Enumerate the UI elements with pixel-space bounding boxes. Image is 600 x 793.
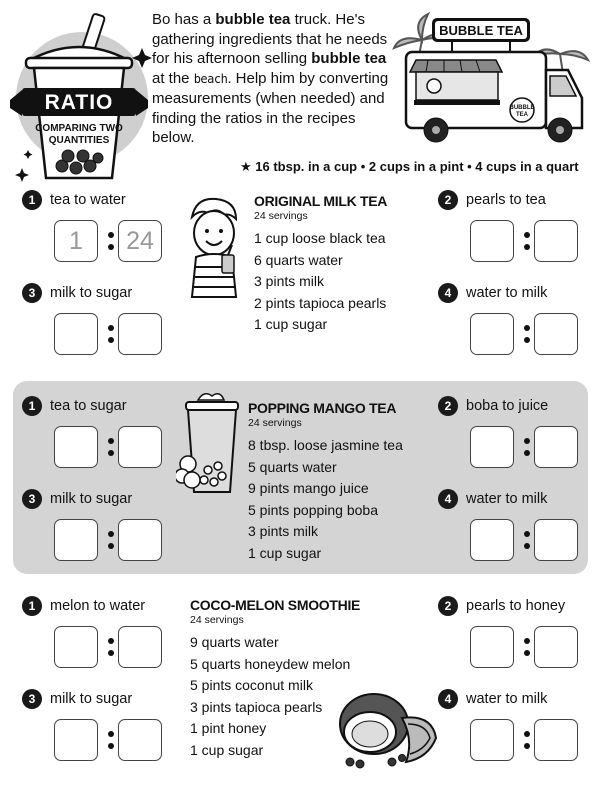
question-number-badge: 2: [438, 396, 458, 416]
question-number-badge: 2: [438, 596, 458, 616]
ratio-question: [22, 396, 182, 476]
intro-part-1: Bo has a: [152, 11, 216, 28]
ratio-colon: [108, 729, 114, 751]
ratio-question: [22, 190, 182, 270]
ratio-colon: [524, 323, 530, 345]
ingredient-item: 3 pints milk: [254, 273, 325, 289]
ingredient-item: 1 cup sugar: [248, 544, 322, 561]
ingredient-item: 2 pints tapioca pearls: [254, 294, 387, 311]
bubble-tea-truck-illustration: [392, 10, 590, 150]
question-number-badge: 3: [22, 689, 42, 709]
answer-box-first[interactable]: [54, 626, 98, 668]
answer-box-first[interactable]: [470, 313, 514, 355]
ratio-colon: [524, 436, 530, 458]
intro-beach-word: beach: [193, 71, 228, 86]
ratio-colon: [524, 636, 530, 658]
question-label: boba to juice: [466, 398, 549, 414]
ratio-colon: [108, 323, 114, 345]
ratio-colon: [524, 230, 530, 252]
recipe-servings: 24 servings: [254, 210, 308, 222]
answer-box-first[interactable]: [54, 519, 98, 561]
ingredient-item: 1 cup loose black tea: [254, 230, 386, 246]
answer-box-second[interactable]: [534, 313, 578, 355]
recipe-title: POPPING MANGO TEA: [248, 400, 397, 416]
ingredient-item: 6 quarts water: [254, 251, 343, 268]
logo-subtitle-1: COMPARING TWO: [35, 123, 123, 134]
question-label: milk to sugar: [50, 491, 133, 507]
recipe-servings: 24 servings: [248, 417, 302, 429]
answer-box-second[interactable]: [534, 626, 578, 668]
ingredient-item: 5 quarts honeydew melon: [190, 655, 351, 672]
question-number-badge: 1: [22, 190, 42, 210]
ratio-colon: [108, 636, 114, 658]
ratio-question: [22, 689, 182, 769]
answer-box-first[interactable]: 1: [54, 220, 98, 262]
boy-with-drink-illustration: [178, 195, 244, 305]
question-number-badge: 1: [22, 396, 42, 416]
ingredient-item: 1 cup sugar: [254, 316, 328, 332]
ratio-question: [438, 396, 598, 476]
intro-part-2: truck. He's gathering ingredients that he needs for his afternoon selling: [152, 11, 388, 67]
answer-box-second[interactable]: [118, 719, 162, 761]
truck-sign-text: BUBBLE TEA: [439, 23, 523, 38]
answer-box-second[interactable]: [118, 519, 162, 561]
conversion-facts: ★ 16 tbsp. in a cup • 2 cups in a pint • 4 cups in a quart: [240, 159, 579, 174]
ingredient-item: 9 quarts water: [190, 634, 279, 650]
answer-box-second[interactable]: [534, 426, 578, 468]
ratio-question: [438, 689, 598, 769]
ingredient-item: 3 pints tapioca pearls: [190, 698, 323, 715]
recipe-original-milk-tea: [254, 193, 387, 336]
question-label: tea to sugar: [50, 398, 127, 414]
question-label: pearls to tea: [466, 192, 546, 208]
ingredient-item: 5 pints popping boba: [248, 501, 378, 518]
answer-box-second[interactable]: 24: [118, 220, 162, 262]
ratio-colon: [524, 729, 530, 751]
answer-box-first[interactable]: [470, 519, 514, 561]
ingredient-item: 9 pints mango juice: [248, 480, 369, 496]
intro-text: [152, 10, 397, 148]
question-number-badge: 3: [22, 489, 42, 509]
ratio-logo-cup: [4, 8, 154, 183]
logo-title: RATIO: [44, 91, 114, 114]
answer-box-first[interactable]: [470, 220, 514, 262]
ingredient-item: 5 pints coconut milk: [190, 677, 313, 693]
question-label: tea to water: [50, 192, 126, 208]
question-number-badge: 4: [438, 283, 458, 303]
intro-bold-2: bubble tea: [311, 50, 387, 67]
question-number-badge: 2: [438, 190, 458, 210]
answer-box-first[interactable]: [54, 719, 98, 761]
recipe-popping-mango-tea: [248, 400, 403, 564]
answer-box-first[interactable]: [470, 426, 514, 468]
question-number-badge: 1: [22, 596, 42, 616]
ratio-question: [22, 283, 182, 363]
ratio-question: [22, 489, 182, 569]
ingredient-item: 3 pints milk: [248, 523, 319, 539]
ratio-question: [438, 596, 598, 676]
ingredient-item: 5 quarts water: [248, 458, 337, 475]
truck-side-label-2: TEA: [516, 112, 528, 118]
ingredient-list: [254, 228, 387, 336]
recipe-title: ORIGINAL MILK TEA: [254, 193, 388, 209]
ratio-colon: [524, 529, 530, 551]
question-label: milk to sugar: [50, 285, 133, 301]
answer-box-second[interactable]: [118, 626, 162, 668]
ratio-question: [22, 596, 182, 676]
truck-side-label-1: BUBBLE: [509, 105, 535, 111]
question-label: water to milk: [466, 491, 548, 507]
intro-part-4: . Help him by converting measurements (when needed) and finding the ratios in the recipes below.: [152, 69, 389, 146]
answer-box-second[interactable]: [118, 426, 162, 468]
ratio-colon: [108, 230, 114, 252]
intro-bold-1: bubble tea: [215, 11, 291, 28]
answer-box-second[interactable]: [534, 519, 578, 561]
recipe-title: COCO-MELON SMOOTHIE: [190, 597, 361, 613]
ratio-colon: [108, 436, 114, 458]
ingredient-item: 1 pint honey: [190, 720, 267, 736]
question-number-badge: 4: [438, 489, 458, 509]
ratio-colon: [108, 529, 114, 551]
ratio-question: [438, 283, 598, 363]
question-number-badge: 4: [438, 689, 458, 709]
answer-box-first[interactable]: [470, 626, 514, 668]
answer-box-second[interactable]: [534, 220, 578, 262]
question-label: water to milk: [466, 285, 548, 301]
ingredient-item: 1 cup sugar: [190, 741, 264, 758]
question-label: melon to water: [50, 598, 146, 614]
answer-box-second[interactable]: [534, 719, 578, 761]
question-label: pearls to honey: [466, 598, 566, 614]
answer-box-first[interactable]: [54, 313, 98, 355]
question-number-badge: 3: [22, 283, 42, 303]
answer-box-first[interactable]: [54, 426, 98, 468]
question-label: milk to sugar: [50, 691, 133, 707]
ingredient-item: 8 tbsp. loose jasmine tea: [248, 437, 403, 453]
intro-part-3: at the: [152, 69, 194, 87]
recipe-servings: 24 servings: [190, 614, 244, 626]
question-label: water to milk: [466, 691, 548, 707]
ratio-question: [438, 190, 598, 270]
mango-tea-cup-illustration: [176, 388, 242, 498]
coconut-melon-illustration: [330, 688, 442, 770]
answer-box-first[interactable]: [470, 719, 514, 761]
ratio-question: [438, 489, 598, 569]
answer-box-second[interactable]: [118, 313, 162, 355]
ingredient-list: [248, 435, 403, 564]
logo-subtitle-2: QUANTITIES: [48, 135, 110, 146]
